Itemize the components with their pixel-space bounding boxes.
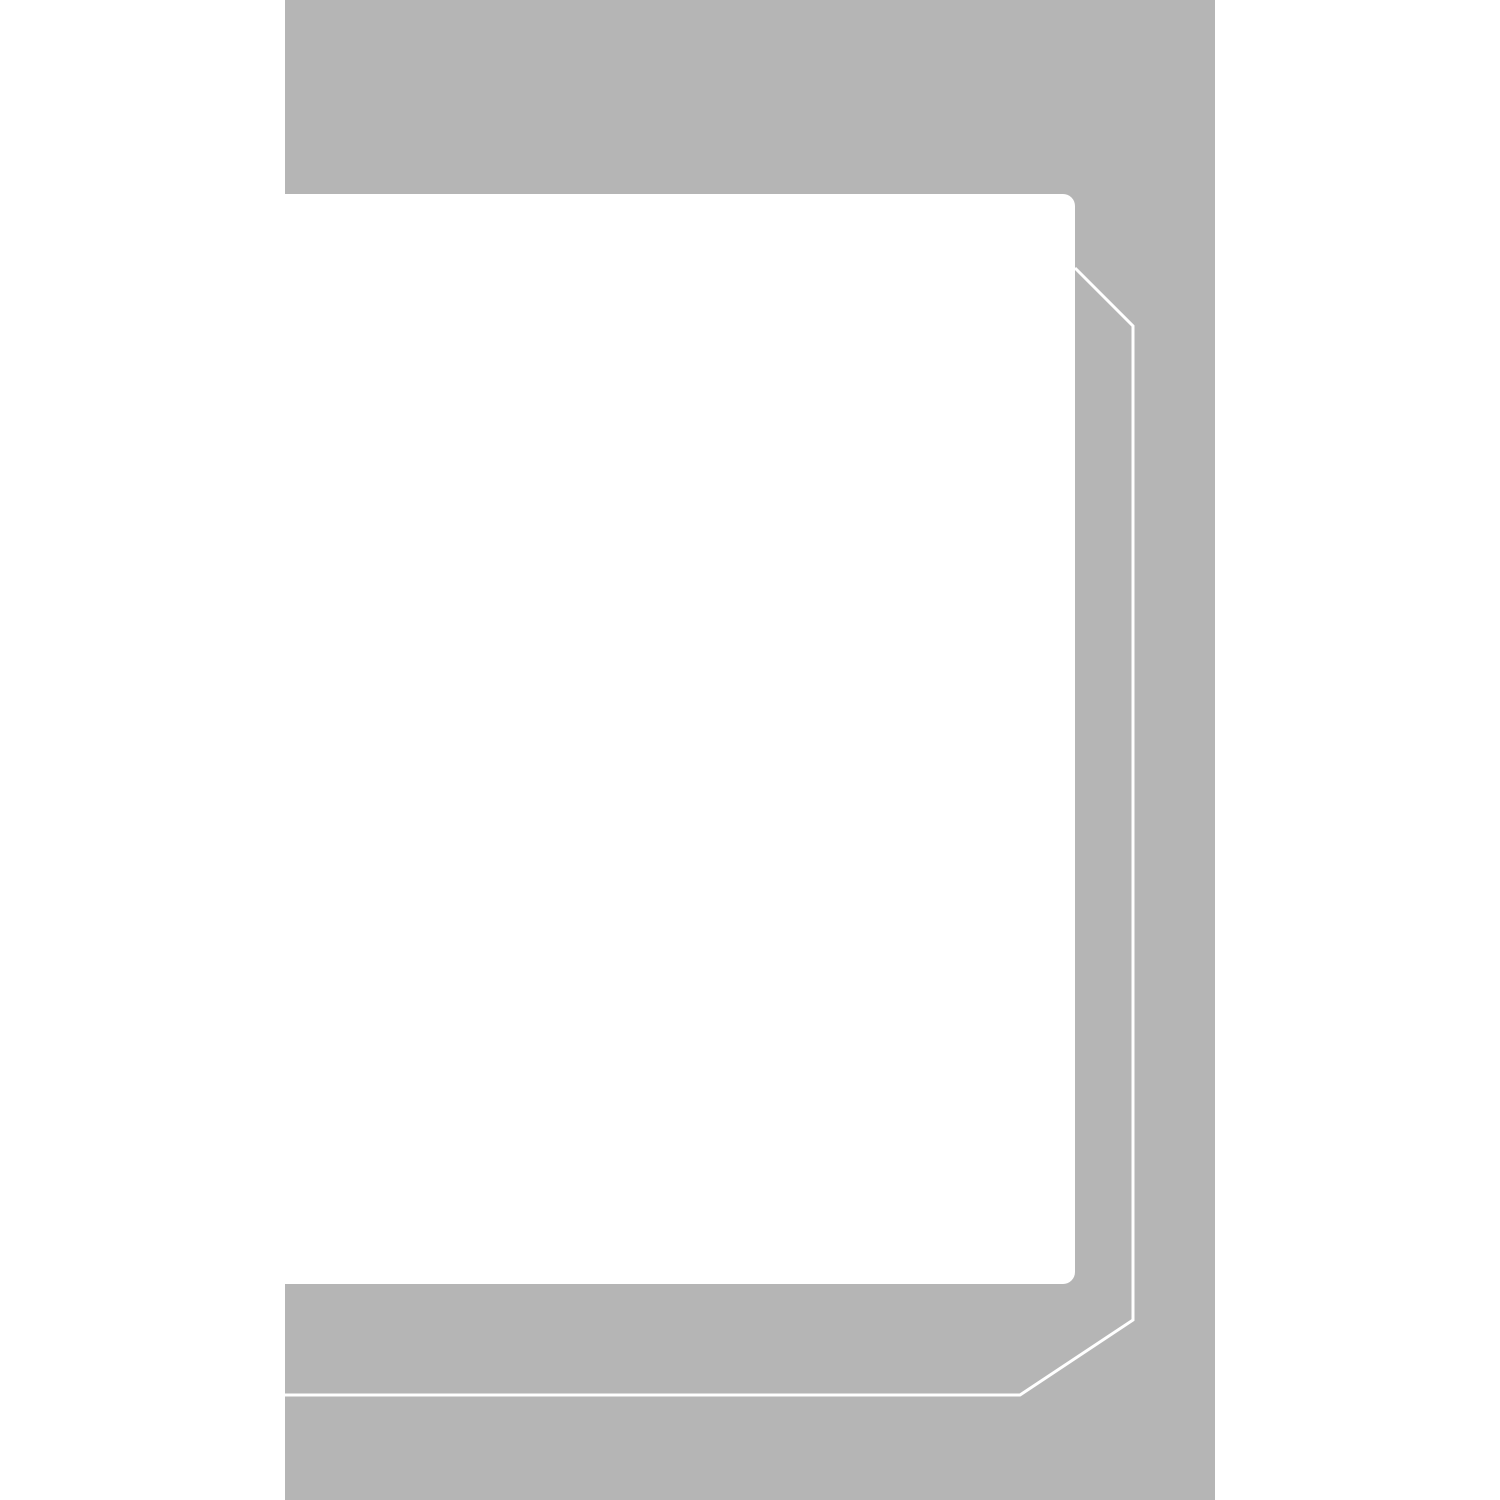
text-card bbox=[285, 194, 1075, 1284]
book-page bbox=[285, 0, 1215, 1500]
